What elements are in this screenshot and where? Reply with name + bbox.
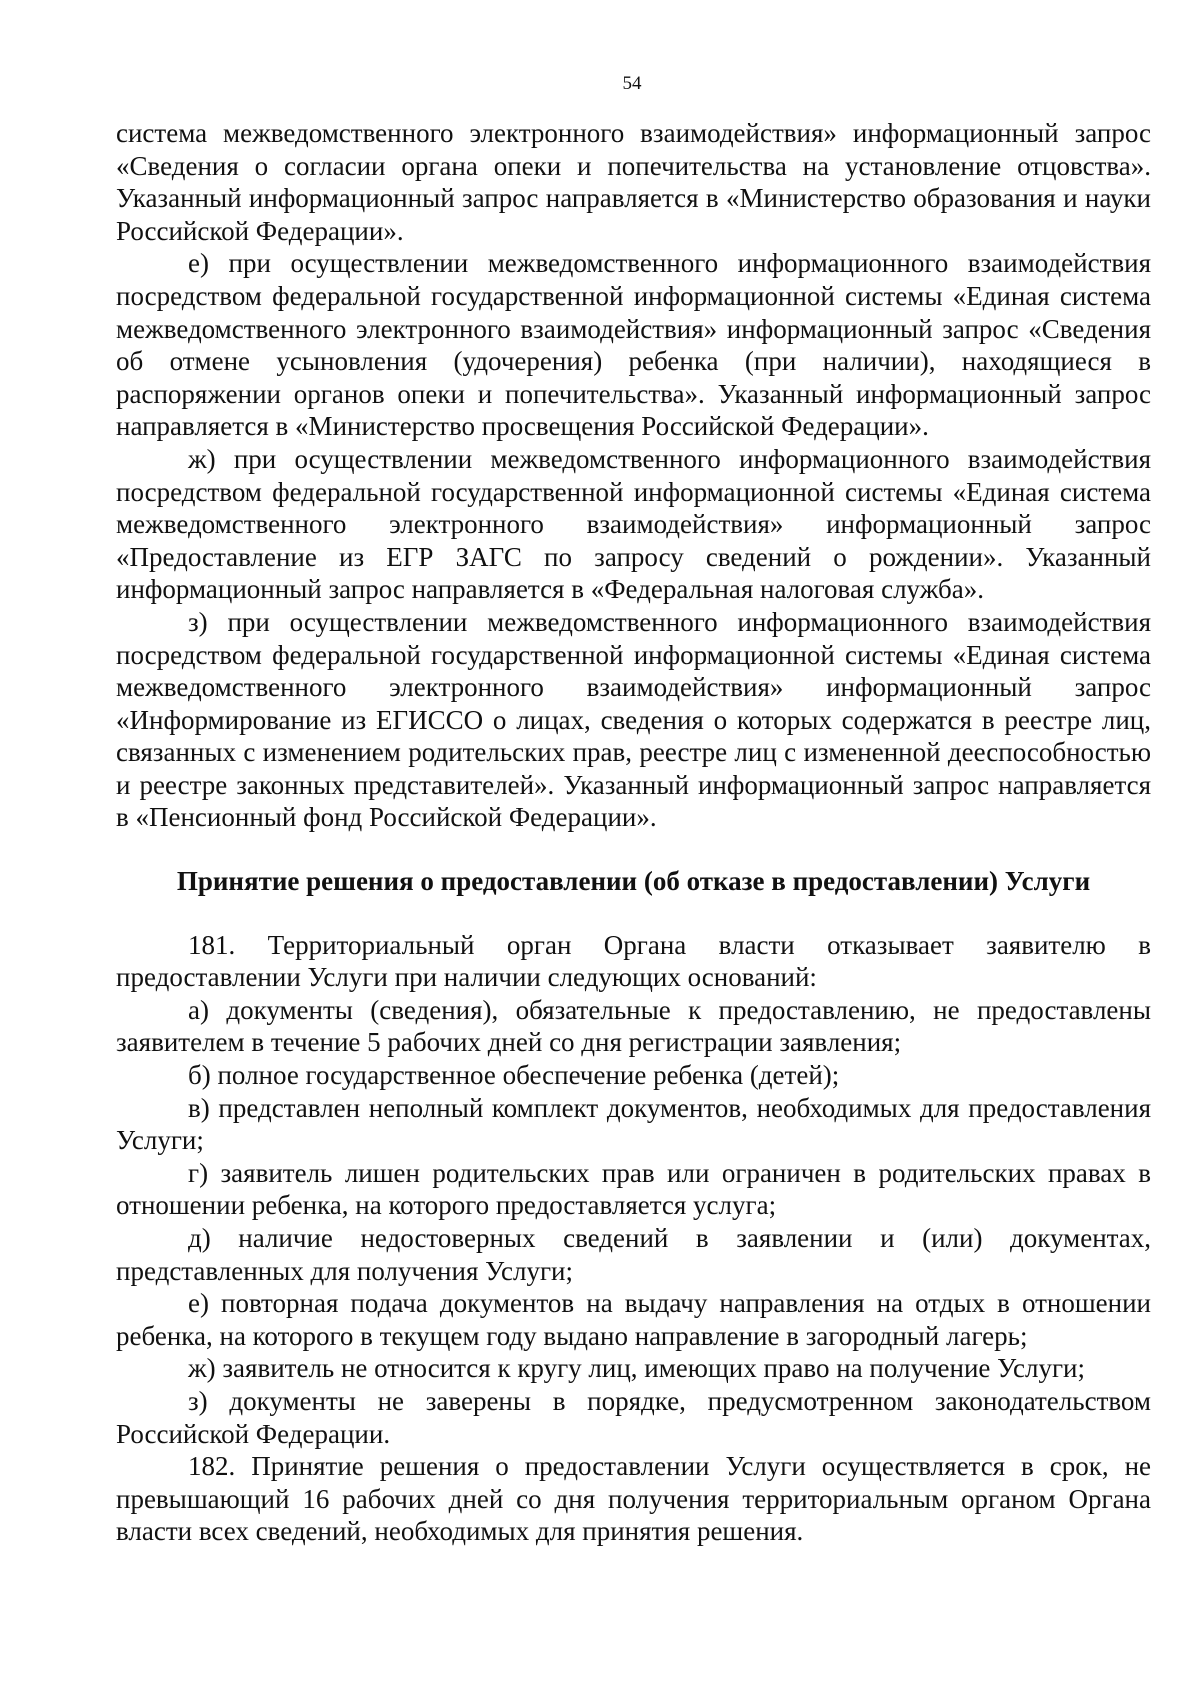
ground-z: з) документы не заверены в порядке, предусмотренном законодательством Российской Федерации. [116,1385,1151,1449]
paragraph-item-z: з) при осуществлении межведомственного информационного взаимодействия посредством федеральной государственной информационной системы «Единая система межведомственного электронного взаимодействия» информационный запрос «Информирование из ЕГИССО о лицах, сведения о которых содержатся в реестре лиц, связанных с изменением родительских прав, реестре лиц с измененной дееспособностью и реестре законных представителей». Указанный информационный запрос направляется в «Пенсионный фонд Российской Федерации». [116,606,1151,833]
page-number: 54 [622,73,642,94]
paragraph-181: 181. Территориальный орган Органа власти отказывает заявителю в предоставлении Услуги при наличии следующих оснований: [116,929,1151,993]
document-body [116,117,1151,1548]
ground-g: г) заявитель лишен родительских прав или ограничен в родительских правах в отношении ребенка, на которого предоставляется услуга; [116,1157,1151,1221]
paragraph-item-e: е) при осуществлении межведомственного информационного взаимодействия посредством федеральной государственной информационной системы «Единая система межведомственного электронного взаимодействия» информационный запрос «Сведения об отмене усыновления (удочерения) ребенка (при наличии), находящиеся в распоряжении органов опеки и попечительства». Указанный информационный запрос направляется в «Министерство просвещения Российской Федерации». [116,248,1151,442]
ground-a: а) документы (сведения), обязательные к предоставлению, не предоставлены заявителем в течение 5 рабочих дней со дня регистрации заявления; [116,994,1151,1058]
paragraph-continuation: система межведомственного электронного взаимодействия» информационный запрос «Сведения о согласии органа опеки и попечительства на установление отцовства». Указанный информационный запрос направляется в «Министерство образования и науки Российской Федерации». [116,118,1151,246]
paragraph-182: 182. Принятие решения о предоставлении Услуги осуществляется в срок, не превышающий 16 рабочих дней со дня получения территориальным органом Органа власти всех сведений, необходимых для принятия решения. [116,1451,1151,1547]
ground-b: б) полное государственное обеспечение ребенка (детей); [188,1060,840,1091]
section-heading: Принятие решения о предоставлении (об отказе в предоставлении) Услуги [176,866,1091,897]
ground-d: д) наличие недостоверных сведений в заявлении и (или) документах, представленных для получения Услуги; [116,1223,1151,1286]
ground-e: е) повторная подача документов на выдачу направления на отдых в отношении ребенка, на которого в текущем году выдано направление в загородный лагерь; [116,1288,1151,1351]
ground-zh: ж) заявитель не относится к кругу лиц, имеющих право на получение Услуги; [188,1353,1085,1384]
paragraph-item-zh: ж) при осуществлении межведомственного информационного взаимодействия посредством федеральной государственной информационной системы «Единая система межведомственного электронного взаимодействия» информационный запрос «Предоставление из ЕГР ЗАГС по запросу сведений о рождении». Указанный информационный запрос направляется в «Федеральная налоговая служба». [116,443,1151,605]
ground-v: в) представлен неполный комплект документов, необходимых для предоставления Услуги; [116,1092,1151,1156]
